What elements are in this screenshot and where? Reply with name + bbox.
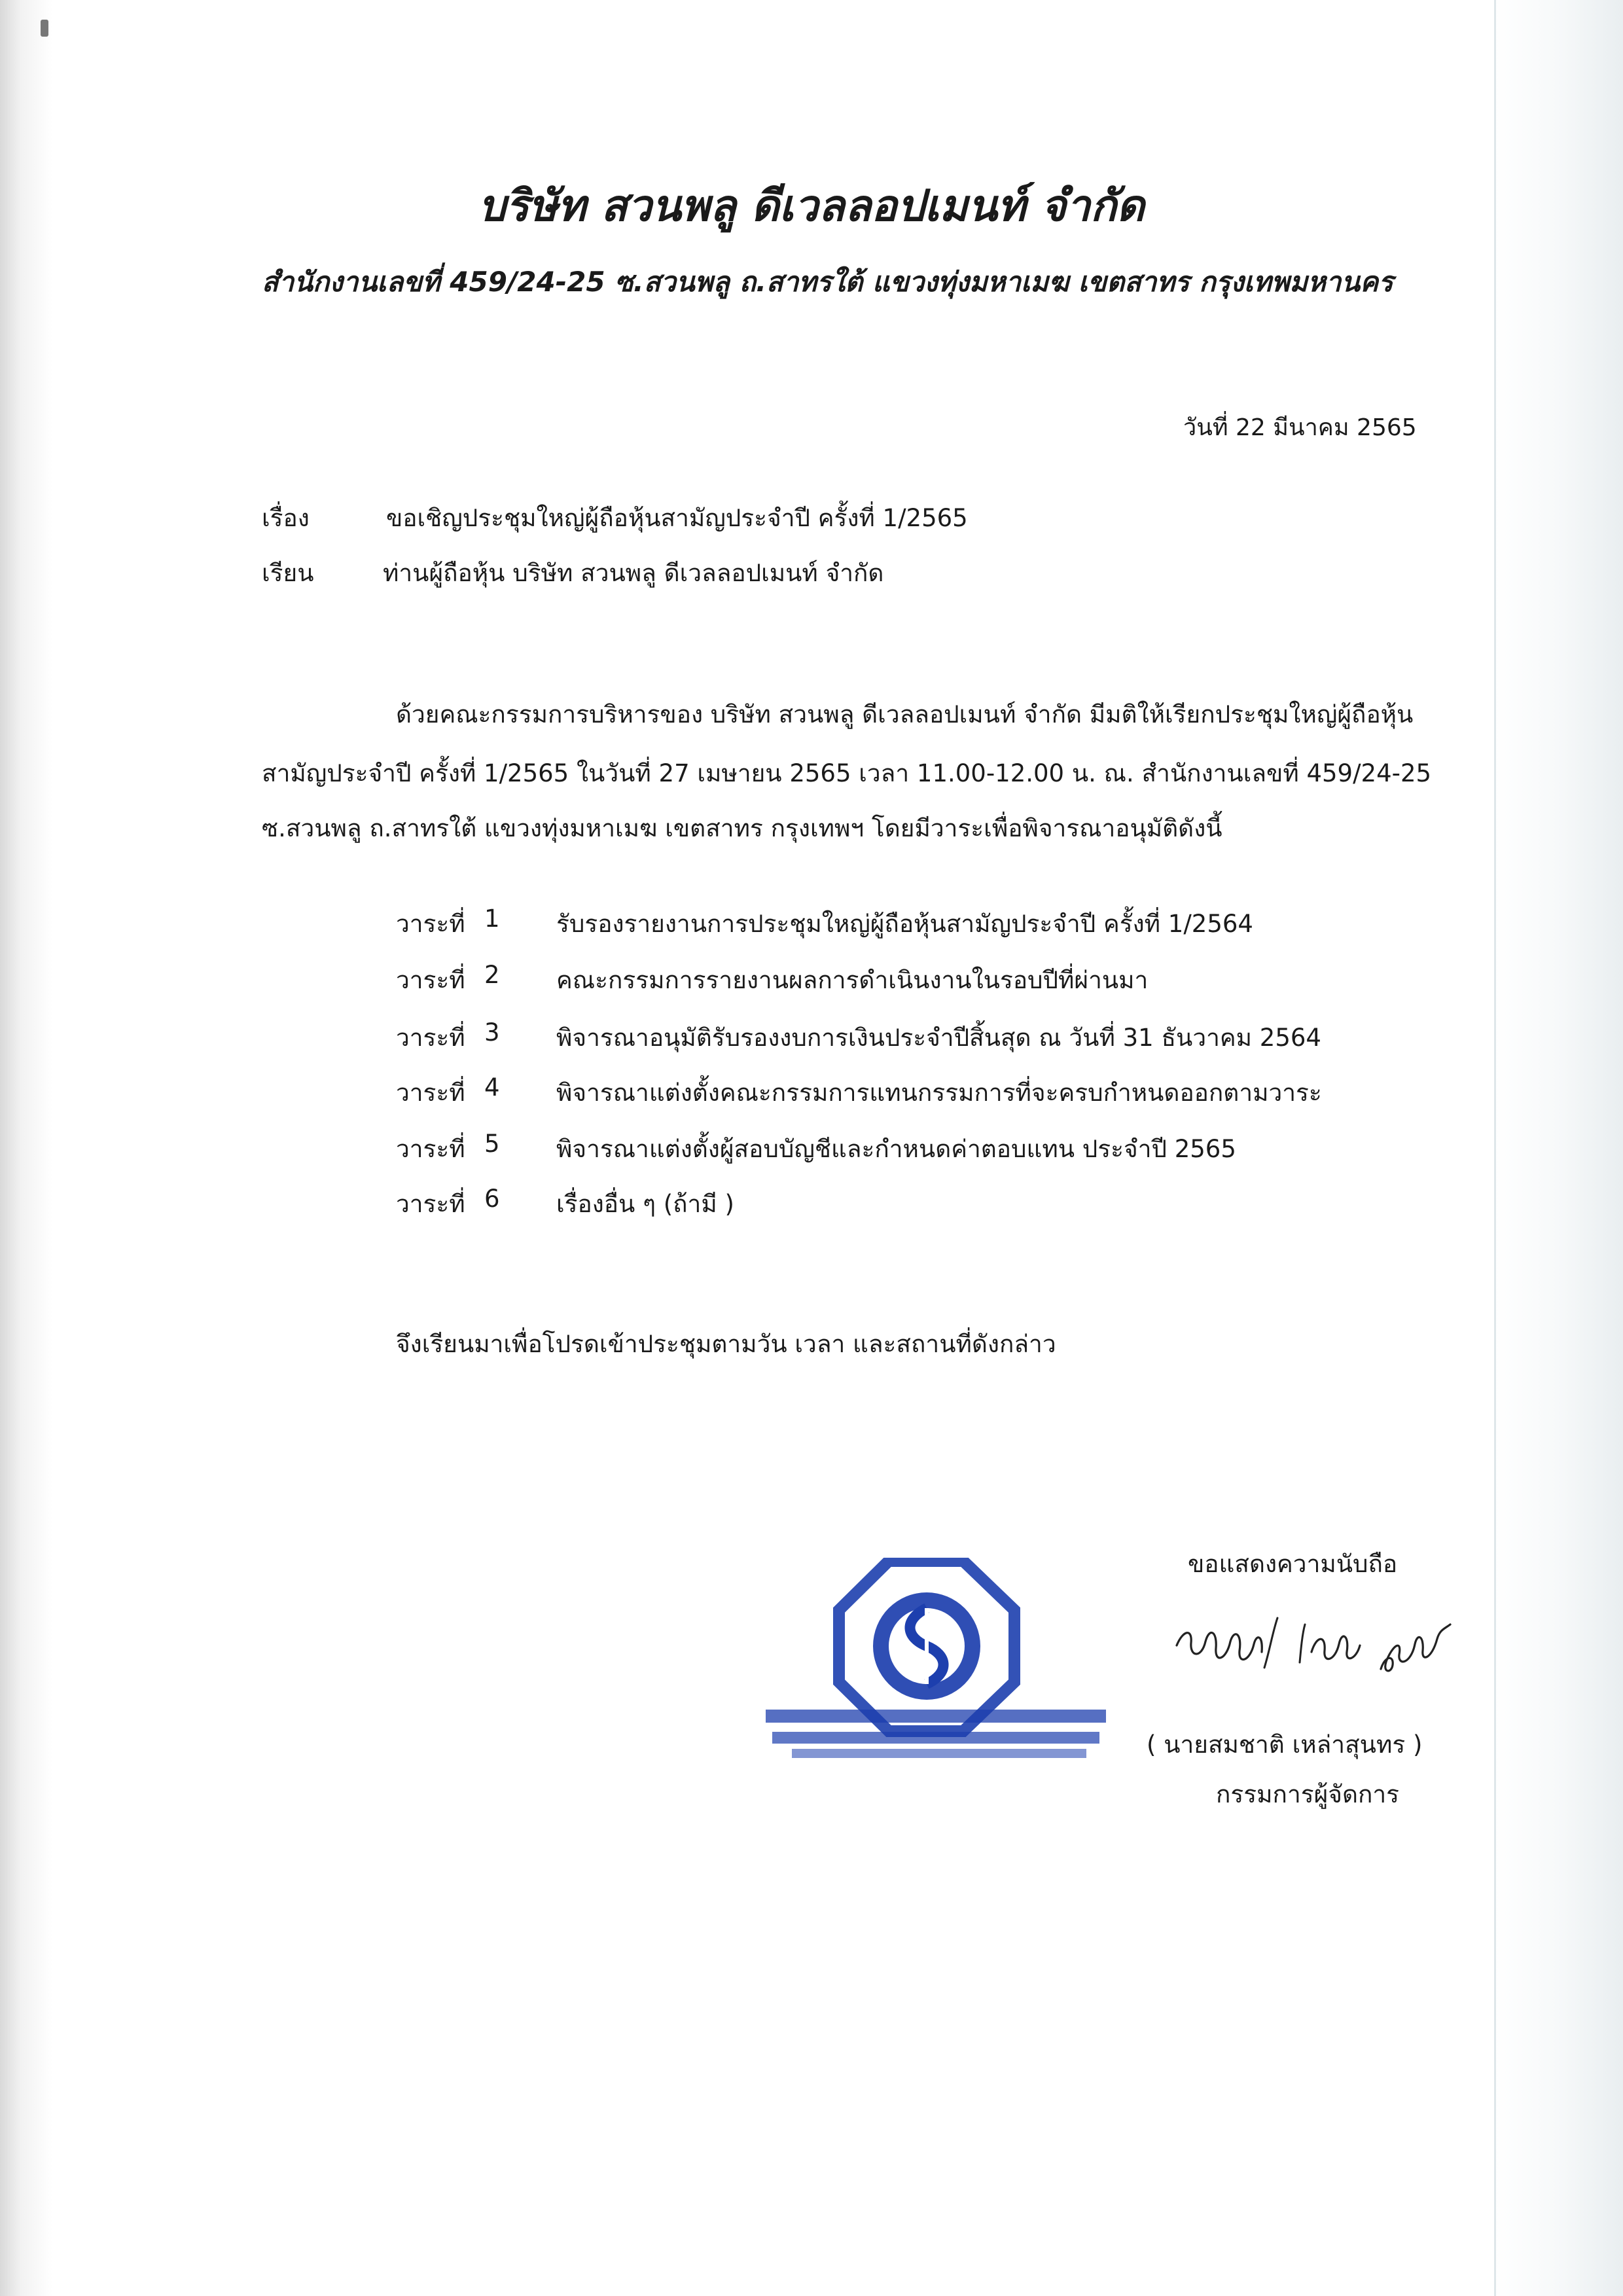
company-seal-stamp bbox=[766, 1558, 1106, 1774]
scan-mark bbox=[41, 20, 48, 37]
recipient-text: ท่านผู้ถือหุ้น บริษัท สวนพลู ดีเวลลอปเมนท์ จำกัด bbox=[383, 559, 884, 587]
body-line-3: ซ.สวนพลู ถ.สาทรใต้ แขวงทุ่งมหาเมฆ เขตสาทร กรุงเทพฯ โดยมีวาระเพื่อพิจารณาอนุมัติดังนี้ bbox=[262, 814, 1222, 842]
agenda-label: วาระที่ bbox=[396, 1079, 465, 1107]
closing-text: จึงเรียนมาเพื่อโปรดเข้าประชุมตามวัน เวลา และสถานที่ดังกล่าว bbox=[396, 1330, 1056, 1358]
company-name: บริษัท สวนพลู ดีเวลลอปเมนท์ จำกัด bbox=[478, 181, 1145, 231]
agenda-text: พิจารณาแต่งตั้งคณะกรรมการแทนกรรมการที่จะครบกำหนดออกตามวาระ bbox=[556, 1079, 1322, 1107]
agenda-text: คณะกรรมการรายงานผลการดำเนินงานในรอบปีที่ผ่านมา bbox=[556, 966, 1149, 994]
agenda-label: วาระที่ bbox=[396, 1135, 465, 1163]
agenda-label: วาระที่ bbox=[396, 910, 465, 938]
agenda-text: รับรองรายงานการประชุมใหญ่ผู้ถือหุ้นสามัญประจำปี ครั้งที่ 1/2564 bbox=[556, 910, 1253, 938]
agenda-number: 5 bbox=[484, 1130, 500, 1158]
signer-name: ( นายสมชาติ เหล่าสุนทร ) bbox=[1147, 1731, 1423, 1759]
letter-date: วันที่ 22 มีนาคม 2565 bbox=[1183, 414, 1417, 441]
agenda-text: พิจารณาอนุมัติรับรองงบการเงินประจำปีสิ้นสุด ณ วันที่ 31 ธันวาคม 2564 bbox=[556, 1024, 1321, 1052]
signer-title: กรรมการผู้จัดการ bbox=[1216, 1780, 1400, 1808]
regards-text: ขอแสดงความนับถือ bbox=[1188, 1550, 1398, 1578]
agenda-number: 1 bbox=[484, 905, 500, 933]
agenda-number: 3 bbox=[484, 1018, 500, 1047]
agenda-label: วาระที่ bbox=[396, 966, 465, 994]
scan-edge-right bbox=[1492, 0, 1623, 2296]
recipient-label: เรียน bbox=[262, 559, 314, 587]
body-line-2: สามัญประจำปี ครั้งที่ 1/2565 ในวันที่ 27 เมษายน 2565 เวลา 11.00-12.00 น. ณ. สำนักงานเลขที่ 459/24-25 bbox=[262, 759, 1432, 787]
agenda-number: 2 bbox=[484, 961, 500, 989]
agenda-text: พิจารณาแต่งตั้งผู้สอบบัญชีและกำหนดค่าตอบแทน ประจำปี 2565 bbox=[556, 1135, 1236, 1163]
agenda-number: 4 bbox=[484, 1073, 500, 1102]
scan-edge-left bbox=[0, 0, 52, 2296]
scan-line-right bbox=[1494, 0, 1496, 2296]
subject-label: เรื่อง bbox=[262, 504, 310, 532]
agenda-number: 6 bbox=[484, 1185, 500, 1213]
office-address: สำนักงานเลขที่ 459/24-25 ซ.สวนพลู ถ.สาทรใต้ แขวงทุ่งมหาเมฆ เขตสาทร กรุงเทพมหานคร bbox=[262, 266, 1393, 298]
handwritten-signature bbox=[1171, 1605, 1459, 1690]
agenda-label: วาระที่ bbox=[396, 1190, 465, 1218]
subject-text: ขอเชิญประชุมใหญ่ผู้ถือหุ้นสามัญประจำปี ครั้งที่ 1/2565 bbox=[386, 504, 968, 532]
agenda-text: เรื่องอื่น ๆ (ถ้ามี ) bbox=[556, 1190, 734, 1218]
body-line-1: ด้วยคณะกรรมการบริหารของ บริษัท สวนพลู ดีเวลลอปเมนท์ จำกัด มีมติให้เรียกประชุมใหญ่ผู้ถือหุ้น bbox=[396, 700, 1414, 728]
agenda-label: วาระที่ bbox=[396, 1024, 465, 1052]
